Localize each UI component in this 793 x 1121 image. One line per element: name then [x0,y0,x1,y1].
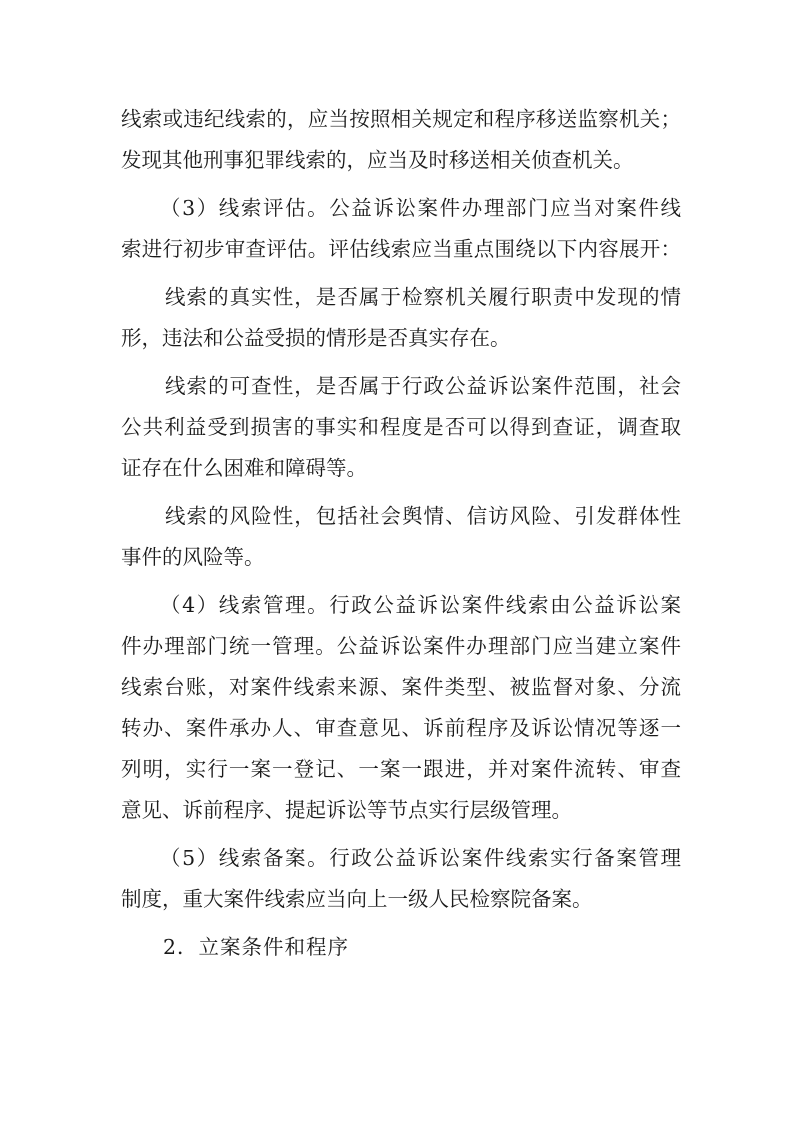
text-line: 索进行初步审查评估。评估线索应当重点围绕以下内容展开： [121,237,681,261]
text-line: 证存在什么困难和障碍等。 [121,456,367,480]
paragraph-first-line: 线索的风险性，包括社会舆情、信访风险、引发群体性 [165,504,681,528]
paragraph-first-line: （4）线索管理。行政公益诉讼案件线索由公益诉讼案 [160,593,681,617]
paragraph-first-line: （3）线索评估。公益诉讼案件办理部门应当对案件线 [160,196,681,220]
paragraph-first-line: 线索的真实性，是否属于检察机关履行职责中发现的情 [165,285,681,309]
text-line: 意见、诉前程序、提起诉讼等节点实行层级管理。 [121,798,572,822]
text-line: 列明，实行一案一登记、一案一跟进，并对案件流转、审查 [121,757,681,781]
text-line: 形，违法和公益受损的情形是否真实存在。 [121,326,511,350]
text-line: 转办、案件承办人、审查意见、诉前程序及诉讼情况等逐一 [121,716,681,740]
section-heading: 2．立案条件和程序 [163,935,350,959]
paragraph-first-line: （5）线索备案。行政公益诉讼案件线索实行备案管理 [160,846,681,870]
text-line: 发现其他刑事犯罪线索的，应当及时移送相关侦查机关。 [121,148,634,172]
text-line: 线索台账，对案件线索来源、案件类型、被监督对象、分流 [121,675,681,699]
text-line: 公共利益受到损害的事实和程度是否可以得到查证，调查取 [121,415,681,439]
text-line: 事件的风险等。 [121,545,265,569]
text-line: 线索或违纪线索的，应当按照相关规定和程序移送监察机关； [121,107,681,131]
text-line: 制度，重大案件线索应当向上一级人民检察院备案。 [121,887,593,911]
text-line: 件办理部门统一管理。公益诉讼案件办理部门应当建立案件 [121,634,681,658]
paragraph-first-line: 线索的可查性，是否属于行政公益诉讼案件范围，社会 [165,374,681,398]
